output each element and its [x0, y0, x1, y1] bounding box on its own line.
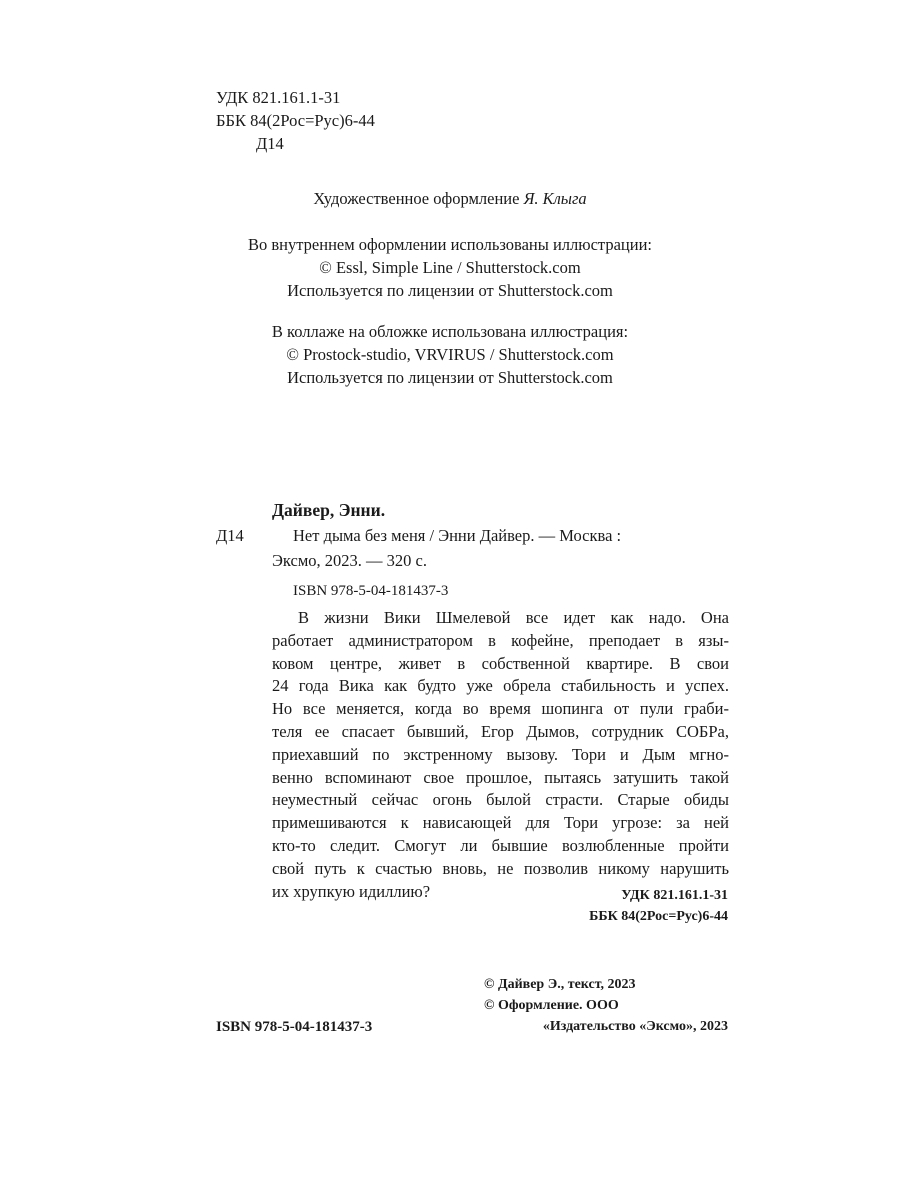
annotation-line: примешиваются к нависающей для Тори угрозе: за ней: [272, 813, 729, 833]
annotation-line: венно вспоминают свое прошлое, пытаясь затушить такой: [272, 767, 729, 787]
classification-block: [216, 86, 375, 155]
annotation-line: 24 года Вика как будто уже обрела стабильность и успех.: [272, 676, 729, 696]
catalog-author: Дайвер, Энни.: [272, 500, 386, 520]
cover-illustrations-credit: [0, 320, 900, 389]
annotation-line: теля ее спасает бывший, Егор Дымов, сотрудник СОБРа,: [272, 721, 729, 741]
cover-credit-line: Используется по лицензии от Shutterstock.com: [287, 368, 613, 387]
catalog-title-line: Нет дыма без меня / Энни Дайвер. — Москва :: [293, 526, 622, 545]
cover-credit-line: В коллаже на обложке использована иллюстрация:: [271, 322, 629, 341]
annotation-line: кто-то следит. Смогут ли бывшие возлюбленные пройти: [272, 835, 729, 855]
copyright-publisher: «Издательство «Эксмо», 2023: [542, 1019, 728, 1034]
footer-isbn: ISBN 978-5-04-181437-3: [216, 1019, 373, 1035]
catalog-udk: УДК 821.161.1-31: [621, 888, 728, 903]
bbk-code: ББК 84(2Рос=Рус)6-44: [216, 111, 375, 130]
design-credit-prefix: Художественное оформление: [313, 189, 524, 208]
annotation-line: их хрупкую идиллию?: [272, 881, 431, 901]
interior-credit-line: Во внутреннем оформлении использованы иллюстрации:: [248, 235, 652, 254]
annotation-line: Но все меняется, когда во время шопинга от пули граби-: [272, 699, 729, 719]
annotation-line: работает администратором в кофейне, преподает в язы-: [272, 630, 729, 650]
catalog-imprint-line: Эксмо, 2023. — 320 с.: [272, 551, 427, 570]
cover-credit-line: © Prostock-studio, VRVIRUS / Shutterstock.com: [286, 345, 614, 364]
catalog-author-mark: Д14: [216, 526, 244, 545]
annotation-line: свой путь к счастью вновь, не позволив никому нарушить: [272, 858, 729, 878]
annotation-line: В жизни Вики Шмелевой все идет как надо. Она: [298, 608, 729, 627]
catalog-bbk: ББК 84(2Рос=Рус)6-44: [589, 909, 728, 924]
interior-credit-line: Используется по лицензии от Shutterstock.com: [287, 281, 613, 300]
interior-credit-line: © Essl, Simple Line / Shutterstock.com: [319, 258, 581, 277]
interior-illustrations-credit: [0, 233, 900, 302]
designer-name: Я. Клыга: [523, 189, 587, 208]
author-mark: Д14: [256, 134, 284, 153]
udk-code: УДК 821.161.1-31: [216, 88, 341, 107]
catalog-isbn: ISBN 978-5-04-181437-3: [293, 583, 449, 599]
copyright-text: © Дайвер Э., текст, 2023: [484, 977, 636, 992]
annotation-line: неуместный сейчас огонь былой страсти. Старые обиды: [272, 790, 729, 810]
annotation-line: ковом центре, живет в собственной квартире. В свои: [272, 653, 729, 673]
annotation: [272, 607, 729, 903]
design-credit: [0, 187, 900, 210]
annotation-line: приехавший по экстренному вызову. Тори и Дым мгно-: [272, 744, 729, 764]
copyright-design: © Оформление. ООО: [484, 998, 619, 1013]
